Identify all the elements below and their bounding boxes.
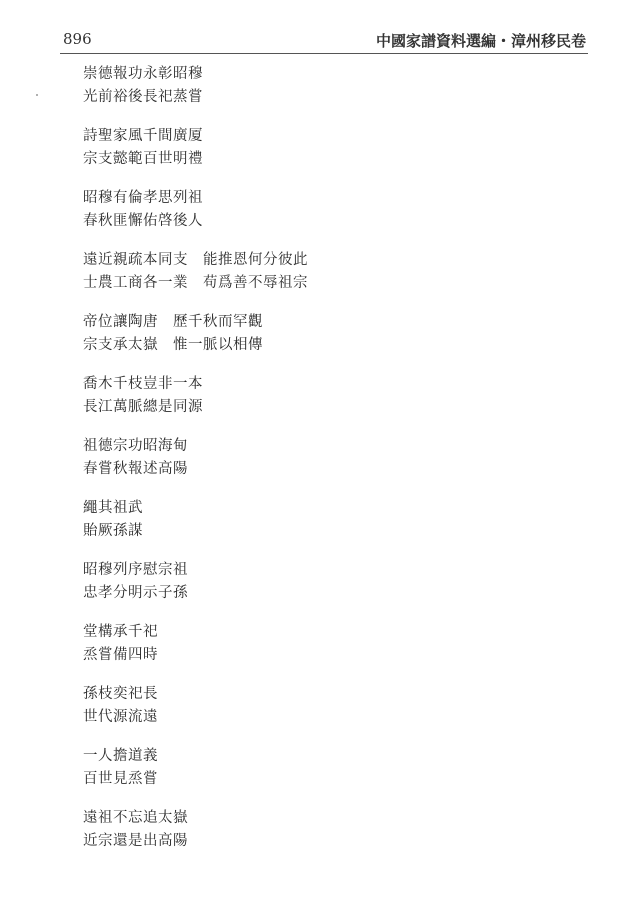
couplet-line-upper: 昭穆列序慰宗祖	[83, 562, 188, 578]
couplet-line-upper: 帝位讓陶唐 歷千秋而罕觀	[83, 314, 263, 330]
couplet-list	[83, 63, 583, 869]
couplet-line-lower: 長江萬脈總是同源	[83, 399, 203, 415]
couplet-line-upper: 祖德宗功昭海甸	[83, 438, 188, 454]
couplet-line-upper: 孫枝奕祀長	[83, 686, 158, 702]
page-header	[0, 0, 628, 60]
page-number: 896	[63, 30, 92, 48]
couplet	[83, 311, 583, 373]
couplet	[83, 621, 583, 683]
couplet-line-upper: 堂構承千祀	[83, 624, 158, 640]
couplet	[83, 435, 583, 497]
couplet-line-lower: 宗支懿範百世明禮	[83, 151, 203, 167]
couplet	[83, 125, 583, 187]
couplet	[83, 683, 583, 745]
couplet-line-lower: 士農工商各一業 苟爲善不辱祖宗	[83, 275, 308, 291]
couplet	[83, 187, 583, 249]
couplet-line-upper: 遠近親疏本同支 能推恩何分彼此	[83, 252, 308, 268]
couplet-line-upper: 昭穆有倫孝思列祖	[83, 190, 203, 206]
couplet-line-lower: 近宗還是出高陽	[83, 833, 188, 849]
couplet-line-lower: 貽厥孫謀	[83, 523, 143, 539]
couplet	[83, 249, 583, 311]
couplet	[83, 373, 583, 435]
couplet	[83, 63, 583, 125]
couplet-line-upper: 遠祖不忘追太嶽	[83, 810, 188, 826]
couplet-line-lower: 春嘗秋報述高陽	[83, 461, 188, 477]
couplet	[83, 559, 583, 621]
couplet-line-lower: 光前裕後長祀蒸嘗	[83, 89, 203, 105]
couplet-line-upper: 喬木千枝豈非一本	[83, 376, 203, 392]
couplet-line-upper: 一人擔道義	[83, 748, 158, 764]
couplet-line-upper: 繩其祖武	[83, 500, 143, 516]
couplet	[83, 807, 583, 869]
scan-speck	[36, 94, 38, 96]
couplet-line-upper: 詩聖家風千間廣厦	[83, 128, 203, 144]
couplet	[83, 497, 583, 559]
header-rule	[60, 53, 588, 54]
couplet-line-lower: 忠孝分明示子孫	[83, 585, 188, 601]
couplet-line-lower: 春秋匪懈佑啓後人	[83, 213, 203, 229]
couplet-line-lower: 烝嘗備四時	[83, 647, 158, 663]
couplet	[83, 745, 583, 807]
couplet-line-lower: 宗支承太嶽 惟一脈以相傳	[83, 337, 263, 353]
book-title: 中國家譜資料選編・漳州移民卷	[375, 32, 586, 50]
couplet-line-lower: 百世見烝嘗	[83, 771, 158, 787]
couplet-line-lower: 世代源流遠	[83, 709, 158, 725]
couplet-line-upper: 崇德報功永彰昭穆	[83, 66, 203, 82]
